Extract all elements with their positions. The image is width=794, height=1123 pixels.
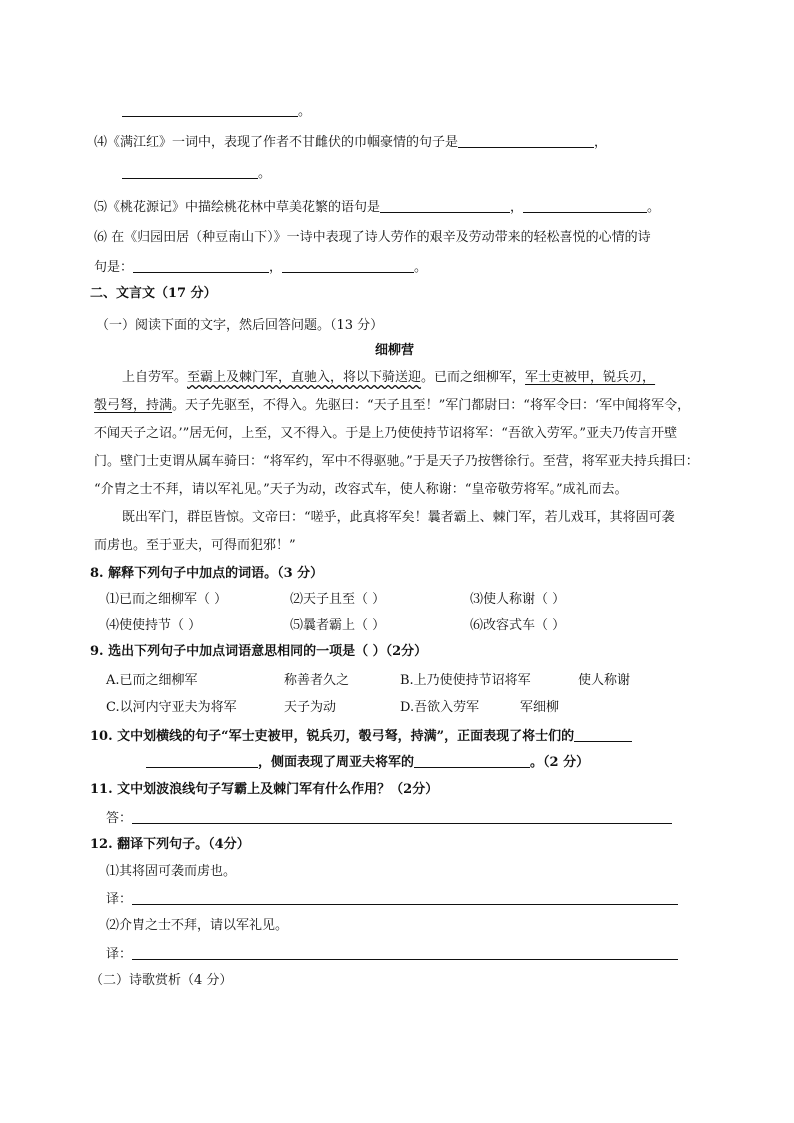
q11-heading: 11. 文中划波浪线句子写霸上及棘门军有什么作用？（2分） xyxy=(90,782,439,797)
q6-text-b: 句是： xyxy=(94,260,134,275)
answer-blank[interactable] xyxy=(523,198,647,213)
passage-title: 细柳营 xyxy=(375,343,415,358)
q9-option: 天子为动 xyxy=(284,700,337,715)
answer-label: 译： xyxy=(106,947,133,962)
q12-answer-line-2 xyxy=(106,945,678,964)
answer-blank[interactable] xyxy=(132,890,678,905)
section-heading: 二、文言文（17 分） xyxy=(90,286,217,301)
q9-option: 使人称谢 xyxy=(578,673,631,688)
answer-blank[interactable] xyxy=(132,809,672,824)
passage-text: 上自劳军。 xyxy=(122,370,188,385)
answer-blank[interactable] xyxy=(132,945,678,960)
punct: 。 xyxy=(298,104,312,119)
q9-option: 称善者久之 xyxy=(284,673,350,688)
answer-blank[interactable] xyxy=(146,753,258,768)
part-heading: （一）阅读下面的文字，然后回答问题。（13 分） xyxy=(96,318,384,333)
answer-blank[interactable] xyxy=(458,133,594,148)
answer-label: 答： xyxy=(106,811,133,826)
passage-line-1 xyxy=(122,369,655,387)
q8-item: ⑹改容式车（ ） xyxy=(470,618,566,633)
punct: ， xyxy=(510,200,524,215)
q8-item: ⑸曩者霸上（ ） xyxy=(290,618,386,633)
q8-item: ⑷使使持节（ ） xyxy=(106,618,202,633)
q12-sentence-1: ⑴其将固可袭而虏也。 xyxy=(106,864,237,879)
part-heading: （二）诗歌赏析（4 分） xyxy=(90,973,233,988)
q4-line-1 xyxy=(94,133,607,152)
q11-answer-line xyxy=(106,809,672,828)
q9-option: 军细柳 xyxy=(520,700,560,715)
q8-item: ⑵天子且至（ ） xyxy=(290,592,386,607)
q8-item: ⑴已而之细柳军（ ） xyxy=(106,592,228,607)
answer-blank[interactable] xyxy=(380,198,510,213)
q9-heading: 9. 选出下列句子中加点词语意思相同的一项是（ ）（2分） xyxy=(90,644,428,659)
punct: ， xyxy=(594,135,608,150)
passage-line-5: “介胄之士不拜，请以军礼见。”天子为动，改容式车，使人称谢：“皇帝敬劳将军。”成礼而去。 xyxy=(94,482,628,497)
q6-text: ⑹ 在《归园田居（种豆南山下）》一诗中表现了诗人劳作的艰辛及劳动带来的轻松喜悦的心情的诗 xyxy=(94,230,651,245)
q12-heading: 12. 翻译下列句子。（4分） xyxy=(90,837,250,852)
q4-line-2 xyxy=(122,164,271,183)
q10-line-2 xyxy=(146,753,589,772)
q9-option: B.上乃使使持节诏将军 xyxy=(400,673,531,688)
q10-text: 10. 文中划横线的句子“军士吏被甲，锐兵刃，彀弓弩，持满”，正面表现了将士们的 xyxy=(90,729,575,744)
answer-blank[interactable] xyxy=(122,164,258,179)
q6-line-2 xyxy=(94,258,427,277)
q3-answer-line xyxy=(122,102,311,121)
passage-text: 。天子先驱至，不得入。先驱曰：“天子且至！”军门都尉曰：“将军令曰：‘军中闻将军令， xyxy=(172,398,691,413)
underlined-sentence: 军士吏被甲，锐兵刃， xyxy=(525,370,656,385)
passage-text: 。已而之细柳军， xyxy=(421,370,526,385)
q9-option: C.以河内守亚夫为将军 xyxy=(106,700,237,715)
q10-text: ，侧面表现了周亚夫将军的 xyxy=(258,755,415,770)
q5-line xyxy=(94,198,660,217)
q4-text: ⑷《满江红》一词中，表现了作者不甘雌伏的巾帼豪情的句子是 xyxy=(94,135,459,150)
passage-line-6: 既出军门，群臣皆惊。文帝曰：“嗟乎，此真将军矣！曩者霸上、棘门军，若儿戏耳，其将固可袭 xyxy=(122,510,675,525)
punct: ， xyxy=(269,260,283,275)
q12-sentence-2: ⑵介胄之士不拜，请以军礼见。 xyxy=(106,918,289,933)
q5-text: ⑸《桃花源记》中描绘桃花林中草美花繁的语句是 xyxy=(94,200,381,215)
punct: 。 xyxy=(258,166,272,181)
q8-item: ⑶使人称谢（ ） xyxy=(470,592,566,607)
answer-label: 译： xyxy=(106,892,133,907)
punct: 。 xyxy=(647,200,661,215)
q12-answer-line-1 xyxy=(106,890,678,909)
underlined-sentence: 彀弓弩，持满 xyxy=(94,398,173,413)
q10-text: 。（2 分） xyxy=(530,755,590,770)
passage-line-4: 门。壁门士吏谓从属车骑曰：“将军约，军中不得驱驰。”于是天子乃按辔徐行。至营，将军亚夫持兵揖曰： xyxy=(94,454,699,469)
q8-heading: 8. 解释下列句子中加点的词语。（3 分） xyxy=(90,566,324,581)
q9-option: D.吾欲入劳军 xyxy=(400,700,480,715)
answer-blank[interactable] xyxy=(282,258,414,273)
answer-blank[interactable] xyxy=(133,258,269,273)
passage-line-2 xyxy=(94,397,690,415)
q9-option: A.已而之细柳军 xyxy=(106,673,198,688)
punct: 。 xyxy=(414,260,428,275)
q6-line-1 xyxy=(94,229,651,247)
q10-line-1 xyxy=(90,727,632,746)
passage-line-3: 不闻天子之诏。’”居无何，上至，又不得入。于是上乃使使持节诏将军：“吾欲入劳军。”亚夫乃传言开壁 xyxy=(94,426,678,441)
answer-blank[interactable] xyxy=(122,102,298,117)
answer-blank[interactable] xyxy=(414,753,530,768)
passage-line-7: 而虏也。至于亚夫，可得而犯邪！” xyxy=(94,538,296,553)
wavy-underlined-sentence: 至霸上及棘门军，直驰入，将以下骑送迎 xyxy=(187,370,422,385)
answer-blank[interactable] xyxy=(574,727,632,742)
